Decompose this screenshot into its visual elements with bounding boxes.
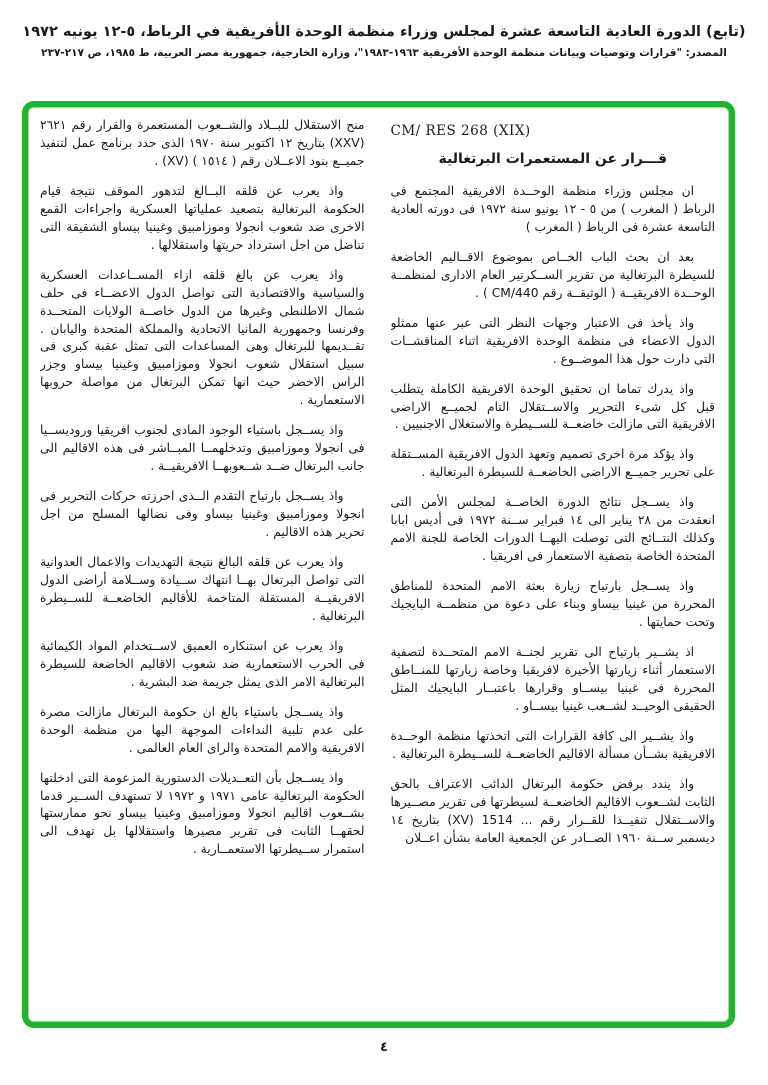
paragraph: واذ يعرب عن استنكاره العميق لاســتخدام المواد الكيمائية فى الحرب الاستعمارية ضد شعوب الاقاليم الخاضعة للسيطرة البرتغالية الامر الذى يمثل جريمة ضد البشرية . <box>40 638 365 689</box>
left-column <box>40 117 365 1014</box>
paragraph-continuation: منح الاستقلال للبــلاد والشــعوب المستعمرة والقرار رقم ٢٦٢١ (XXV) بتاريخ ١٢ اكتوبر سنة ١٩٧٠ الذى حدد برنامج عمل لتنفيذ جميــع بنود الاعــلان رقم ( ١٥١٤ ) (XV) . <box>40 118 365 168</box>
paragraph: واذ يأخذ فى الاعتبار وجهات النظر التى عبر عنها ممثلو الدول الاعضاء فى منظمة الوحدة الافريقية اثناء المناقشــات التى دارت حول هذا الموضــوع . <box>390 315 715 366</box>
paragraph: واذ يندد برفض حكومة البرتغال الدائب الاعتراف بالحق الثابت لشــعوب الاقاليم الخاضعــة لسيطرتها فى تقرير مصــيرها والاســتقلال تنفيــذا للقــرار رقم ... 1514 (XV) بتاريخ ١٤ ديسمبر ســنة ١٩٦٠ الصــادر عن الجمعية العامة بشأن اعــلان <box>390 776 715 845</box>
paragraph: واذ يســجل بارتياح التقدم الــذى احرزته حركات التحرير فى انجولا وموزامبيق وغينيا بيساو وفى نضالها المسلح من اجل تحرير هذه الاقاليم . <box>40 489 365 540</box>
right-column <box>391 117 716 1014</box>
paragraph: واذ يســجل نتائج الدورة الخاصــة لمجلس الأمن التى انعقدت من ٢٨ يناير الى ١٤ فبراير ســنة ١٩٧٢ فى أديس ابابا وكذلك النتــائج التى توصلت اليهــا الدورات الخاصة للجنة الامم المتحدة الخاصة بتصفية الاستعمار فى افريقيا . <box>390 495 715 564</box>
session-title: (تابع) الدورة العادية التاسعة عشرة لمجلس وزراء منظمة الوحدة الأفريقية في الرباط، ٥-١٢ يونيه ١٩٧٢ <box>22 24 746 40</box>
paragraph: اذ يشــير بارتياح الى تقرير لجنــة الامم المتحــدة لتصفية الاستعمار أثناء زيارتها الأخيرة لافريقيا وخاصة زيارتها للمنــاطق المحررة فى غينيا بيســاو وقرارها باعتبــار البايجيك المثل الحقيقى الوحيــد لشــعب غينيا بيســاو . <box>390 645 715 713</box>
paragraph: واذ يؤكد مرة اخرى تصميم وتعهد الدول الافريقية المســتقلة على تحرير جميــع الاراضى الخاضعــة للسيطرة البرتغالية . <box>390 447 715 480</box>
paragraph: واذ يعرب عن قلقه البالغ نتيجة التهديدات والاعمال العدوانية التى تواصل البرتغال بهــا انتهاك ســيادة وســلامة أراضى الدول الافريقيــة المستقلة المتاخمة للأقاليم الخاضعــة للســيطرة البرتغالية . <box>40 555 365 623</box>
resolution-reference: CM/ RES 268 (XIX) <box>390 123 531 139</box>
content-frame <box>22 101 735 1028</box>
resolution-title: قـــرار عن المستعمرات البرتغالية <box>438 151 667 167</box>
paragraph: واذ يشــير الى كافة القرارات التى اتخذتها منظمة الوحــدة الافريقية بشــأن مسألة الاقاليم الخاضعــة للســيطرة البرتغالية . <box>390 728 715 761</box>
paragraph: ان مجلس وزراء منظمة الوحــدة الافريقية المجتمع فى الرباط ( المغرب ) من ٥ - ١٢ يونيو سنة ١٩٧٢ فى دورته العادية التاسعة عشرة فى الرباط ( المغرب ) <box>390 184 715 234</box>
paragraph: واذ يعرب عن بالغ قلقه ازاء المســاعدات العسكرية والسياسية والاقتصادية التى تواصل الدول الاعضــاء فى حلف شمال الاطلنطى وغيرها من الدول خاصــة الولايات المتحــدة وفرنسا وجمهورية المانيا الاتحادية والمملكة المتحدة واليابان . تقــديمها للبرتغال وهى المساعدات التى تمثل عقبة كبرى فى سبيل استقلال شعوب انجولا وموزامبيق وغينيا بيساو وجزر الراس الاخضر حيث انها تمكن البرتغال من مواصلة حروبها الاستعمارية . <box>40 267 365 408</box>
page-header <box>0 0 768 59</box>
paragraph: واذ يعرب عن قلقه البــالغ لتدهور الموقف نتيجة قيام الحكومة البرتغالية بتصعيد عملياتها العسكرية واجراءات القمع الاخرى ضد شعوب انجولا وموزامبيق وغينيا بيساو الشقيقة التى تناضل من اجل استرداد حريتها واستقلالها . <box>40 183 365 252</box>
paragraph: واذ يســجل بأن التعــديلات الدستورية المزعومة التى ادخلتها الحكومة البرتغالية عامى ١٩٧١ و ١٩٧٢ لا تستهدف الســير قدما بشــعوب اقاليم انجولا وموزامبيق وغينيا بيساو نحو ممارستها لحقهــا الثابت فى تقرير مصيرها واستقلالها بل تهدف الى استمرار ســيطرتها الاستعمــارية . <box>40 770 365 857</box>
paragraph: واذ يدرك تماما ان تحقيق الوحدة الافريقية الكاملة يتطلب قبل كل شىء التحرير والاســتقلال التام لجميــع الاراضى الافريقية التى مازالت خاضعــة للســيطرة والاستغلال الاجنبيين . <box>390 381 715 432</box>
paragraph: بعد ان بحث الباب الخــاص بموضوع الاقــاليم الخاضعة للسيطرة البرتغالية من تقرير الســكرتير العام الادارى لمنظمــة الوحــدة الافريقيــة ( الوثيقــة رقم CM/440 ) . <box>390 249 715 300</box>
two-column-layout <box>40 117 715 1014</box>
paragraph: واذ يســجل باستياء الوجود المادى لجنوب افريقيا وروديســيا فى انجولا وموزامبيق وتدخلهمــا المبــاشر فى هذه الاقاليم الى جانب البرتغال ضــد شــعوبهــا الافريقيــة . <box>40 423 365 474</box>
page-number: ٤ <box>380 1040 388 1055</box>
paragraph: واذ يســجل بارتياح زيارة بعثة الامم المتحدة للمناطق المحررة من غينيا بيساو وبناء على دعوة من منظمــة البايجيك وتحت حمايتها . <box>390 579 715 630</box>
source-citation: المصدر: "قرارات وتوصيات وبيانات منظمة الوحدة الأفريقية ١٩٦٣-١٩٨٣"، وزارة الخارجية، جمهورية مصر العربية، ط ١٩٨٥، ص ٢١٧-٢٣٧ <box>41 47 727 59</box>
paragraph: واذ يســجل باستياء بالغ ان حكومة البرتغال مازالت مصرة على عدم تلبية النداءات الموجهة اليها من منظمة الوحدة الافريقية والامم المتحدة والراى العام العالمى . <box>40 704 365 755</box>
